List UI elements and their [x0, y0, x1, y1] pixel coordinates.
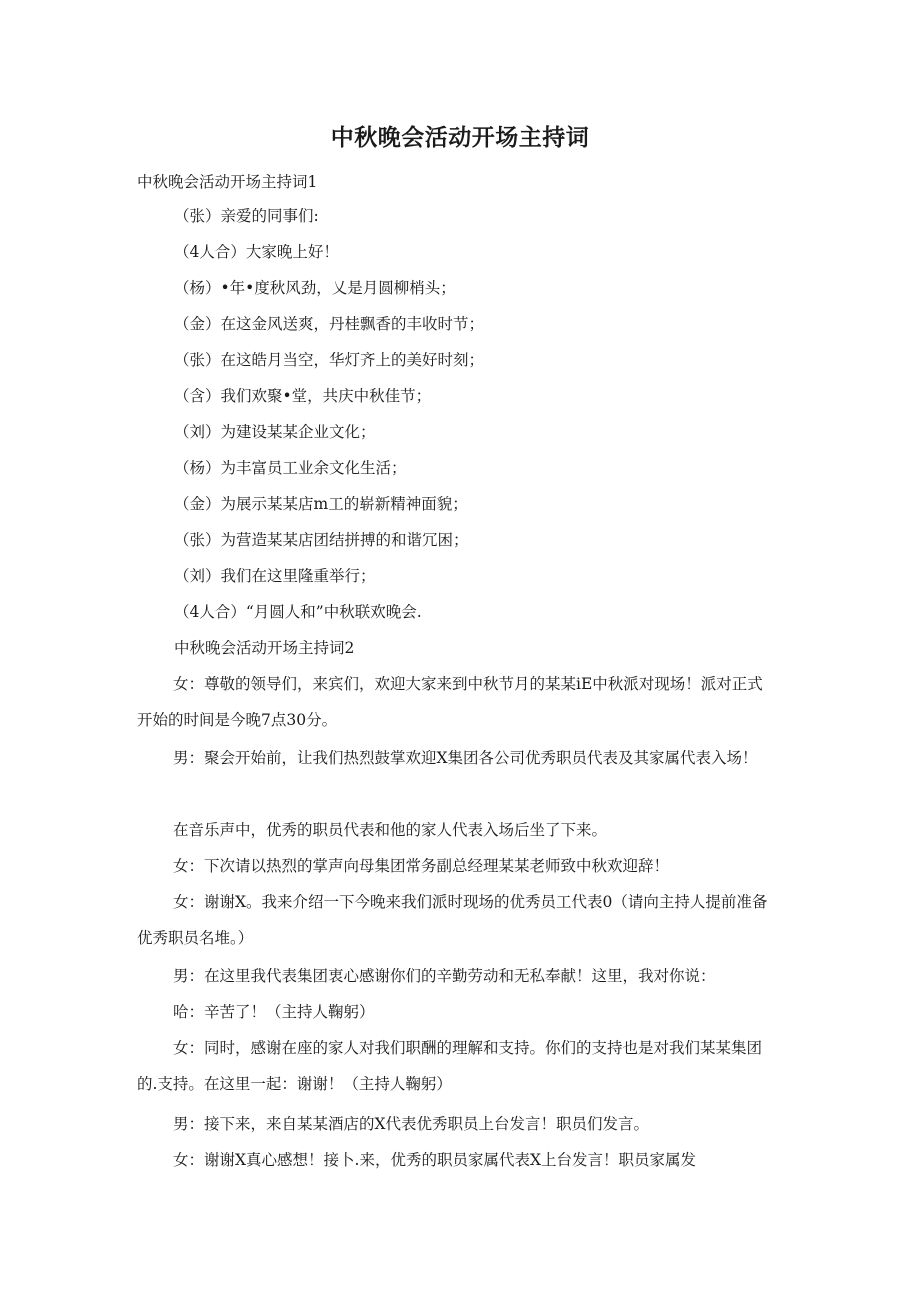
list-item: （含）我们欢聚•堂，共庆中秋佳节；	[174, 387, 432, 405]
paragraph: 在音乐声中，优秀的职员代表和他的家人代表入场后坐了下来。	[173, 821, 608, 839]
list-item: （金）在这金风送爽，丹桂飘香的丰收时节；	[174, 315, 485, 333]
paragraph: 女：尊敬的领导们，来宾们，欢迎大家来到中秋节月的某某iE中秋派对现场！派对正式开始的时间是今晚7点30分。	[137, 675, 763, 729]
paragraph: 男：聚会开始前，让我们热烈鼓掌欢迎X集团各公司优秀职员代表及其家属代表入场！	[173, 749, 758, 767]
list-item: （刘）我们在这里隆重举行；	[174, 567, 376, 585]
list-item: （张）亲爱的同事们:	[174, 207, 319, 225]
list-item: （张）在这皓月当空，华灯齐上的美好时刻；	[174, 351, 485, 369]
paragraph: 男：在这里我代表集团衷心感谢你们的辛勤劳动和无私奉献！这里，我对你说：	[173, 967, 716, 985]
paragraph: 女：谢谢X真心感想！接卜.来，优秀的职员家属代表X上台发言！职员家属发	[173, 1151, 696, 1169]
list-item: （刘）为建设某某企业文化；	[174, 423, 376, 441]
paragraph: 女：谢谢X。我来介绍一下今晚来我们派时现场的优秀员工代表0（请向主持人提前准备优秀职员名堆。）	[137, 893, 768, 947]
paragraph: 女：同时，感谢在座的家人对我们职酬的理解和支持。你们的支持也是对我们某某集团的.支持。在这里一起：谢谢！（主持人鞠躬）	[137, 1039, 763, 1093]
page-title: 中秋晚会活动开场主持词	[330, 125, 590, 151]
paragraph: 男：接下来，来自某某酒店的X代表优秀职员上台发言！职员们发言。	[173, 1115, 650, 1133]
list-item: （杨）为丰富员工业余文化生活；	[174, 459, 407, 477]
list-item: （杨）•年•度秋风劲，乂是月圆柳梢头；	[174, 279, 456, 297]
section-heading-1: 中秋晚会活动开场主持词1	[137, 173, 318, 191]
list-item: （4人合）大家晚上好！	[174, 243, 339, 261]
list-item: （4人合）“月圆人和”中秋联欢晚会.	[174, 603, 422, 621]
list-item: （金）为展示某某店m工的崭新精神面貌；	[174, 495, 468, 513]
section-heading-2: 中秋晚会活动开场主持词2	[174, 639, 355, 657]
paragraph: 女：下次请以热烈的掌声向母集团常务副总经理某某老师致中秋欢迎辞！	[173, 857, 670, 875]
paragraph: 哈：辛苦了！（主持人鞠躬）	[173, 1003, 375, 1021]
list-item: （张）为营造某某店团结拼搏的和谐冗困；	[174, 531, 469, 549]
